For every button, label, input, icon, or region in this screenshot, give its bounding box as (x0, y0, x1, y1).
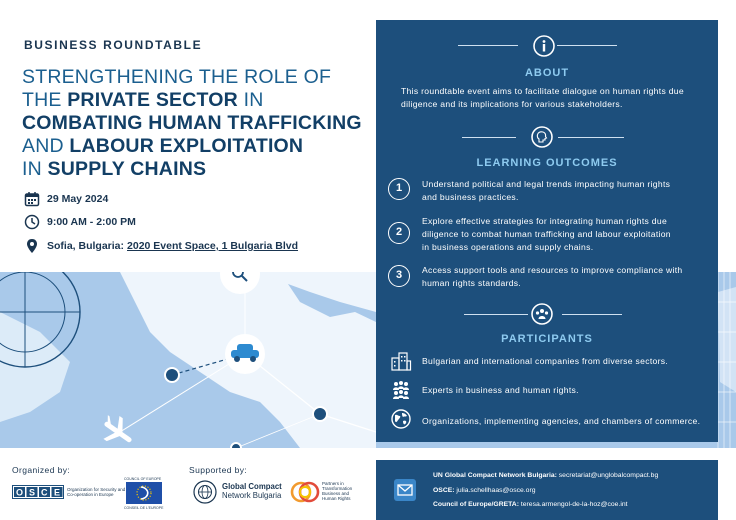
info-icon (533, 35, 555, 57)
global-compact-name (222, 482, 282, 500)
info-panel (376, 20, 718, 442)
osce-name-line: Organization for Security and (67, 487, 126, 492)
partners-transformation-name (322, 481, 352, 501)
participants-title: PARTICIPANTS (501, 333, 593, 345)
svg-text:C: C (41, 487, 48, 498)
about-title: ABOUT (524, 67, 570, 79)
participant-text: Organizations, implementing agencies, and chambers of commerce. (422, 416, 701, 426)
title-part: AND (22, 135, 70, 157)
outcome-number: 1 (388, 178, 410, 200)
about-text-line: This roundtable event aims to facilitate dialogue on human rights due (401, 86, 684, 96)
title-line-4 (22, 135, 372, 158)
calendar-icon (24, 191, 40, 207)
title-part-bold: COMBATING HUMAN TRAFFICKING (22, 112, 362, 134)
svg-text:E: E (54, 487, 61, 498)
outcome-line: Explore effective strategies for integrating human rights due (422, 216, 668, 226)
divider (464, 314, 528, 315)
outcome-text (422, 215, 671, 254)
event-time-row (24, 214, 136, 230)
global-compact-icon (193, 480, 217, 504)
event-date: 29 May 2024 (47, 193, 109, 205)
pt-line: Transformation (322, 486, 353, 491)
osce-logo (12, 485, 64, 499)
osce-name (67, 487, 125, 497)
gc-line: Global Compact (222, 482, 282, 491)
divider (557, 45, 617, 46)
about-text-line: diligence and its implications for various stakeholders. (401, 99, 623, 109)
coe-logo (126, 482, 162, 504)
event-title (22, 66, 372, 181)
pt-line: Partners in (322, 481, 344, 486)
title-part: STRENGTHENING THE ROLE OF (22, 66, 332, 88)
venue-link[interactable]: 2020 Event Space, 1 Bulgaria Blvd (127, 240, 299, 252)
supported-by-label: Supported by: (189, 465, 248, 475)
contact-row (433, 472, 658, 479)
divider (558, 137, 624, 138)
divider (462, 137, 516, 138)
globe-icon (390, 408, 412, 430)
contact-row (433, 501, 628, 508)
participant-text: Experts in business and human rights. (422, 385, 579, 395)
osce-name-line: Co-operation in Europe (67, 492, 114, 497)
contact-row (433, 487, 536, 494)
event-city: Sofia, Bulgaria: (47, 240, 125, 252)
contact-label: Council of Europe/GRETA: (433, 501, 519, 508)
gc-line: Network Bulgaria (222, 491, 282, 500)
title-part-bold: SUPPLY CHAINS (47, 158, 207, 180)
participant-text: Bulgarian and international companies from diverse sectors. (422, 356, 669, 366)
pt-line: Business and (322, 491, 350, 496)
group-icon (390, 379, 412, 401)
contact-email[interactable]: julia.schellhaas@osce.org (456, 487, 536, 494)
event-type-label: BUSINESS ROUNDTABLE (24, 38, 203, 52)
contact-email[interactable]: teresa.armengol-de-la-hoz@coe.int (520, 501, 628, 508)
outcome-line: human rights standards. (422, 278, 522, 288)
clock-icon (24, 214, 40, 230)
event-time: 9:00 AM - 2:00 PM (47, 216, 136, 228)
organized-by-label: Organized by: (12, 465, 71, 475)
pt-line: Human Rights (322, 496, 351, 501)
partners-transformation-icon (290, 479, 320, 505)
outcome-line: and business practices. (422, 192, 519, 202)
email-icon (394, 479, 416, 501)
title-part: IN (237, 89, 264, 111)
outcome-number: 2 (388, 222, 410, 244)
coe-top-text: COUNCIL OF EUROPE (124, 477, 162, 481)
outcome-line: in business operations and supply chains. (422, 242, 594, 252)
buildings-icon (390, 350, 412, 372)
title-part: IN (22, 158, 48, 180)
people-circle-icon (531, 303, 553, 325)
head-icon (531, 126, 553, 148)
outcome-line: Access support tools and resources to improve compliance with (422, 265, 683, 275)
about-text (401, 85, 684, 111)
title-part-bold: LABOUR EXPLOITATION (69, 135, 304, 157)
title-line-1 (22, 66, 372, 89)
outcome-line: diligence to combat human trafficking and labour exploitation (422, 229, 671, 239)
title-part: THE (22, 89, 68, 111)
title-line-5 (22, 158, 372, 181)
divider (562, 314, 622, 315)
coe-bottom-text: CONSEIL DE L'EUROPE (124, 506, 164, 510)
contact-email[interactable]: secretariat@unglobalcompact.bg (558, 472, 659, 479)
outcome-text (422, 178, 670, 204)
svg-text:O: O (16, 487, 24, 498)
contact-panel (376, 460, 718, 520)
title-line-2 (22, 89, 372, 112)
contact-label: UN Global Compact Network Bulgaria: (433, 472, 557, 479)
location-pin-icon (24, 238, 40, 254)
contact-label: OSCE: (433, 487, 455, 494)
outcome-line: Understand political and legal trends impacting human rights (422, 179, 671, 189)
event-date-row (24, 191, 108, 207)
divider (458, 45, 518, 46)
title-part-bold: PRIVATE SECTOR (67, 89, 238, 111)
title-line-3 (22, 112, 372, 135)
svg-text:S: S (29, 487, 36, 498)
event-location-row (24, 238, 298, 254)
outcome-number: 3 (388, 265, 410, 287)
learning-title: LEARNING OUTCOMES (476, 157, 618, 169)
outcome-text (422, 264, 682, 290)
